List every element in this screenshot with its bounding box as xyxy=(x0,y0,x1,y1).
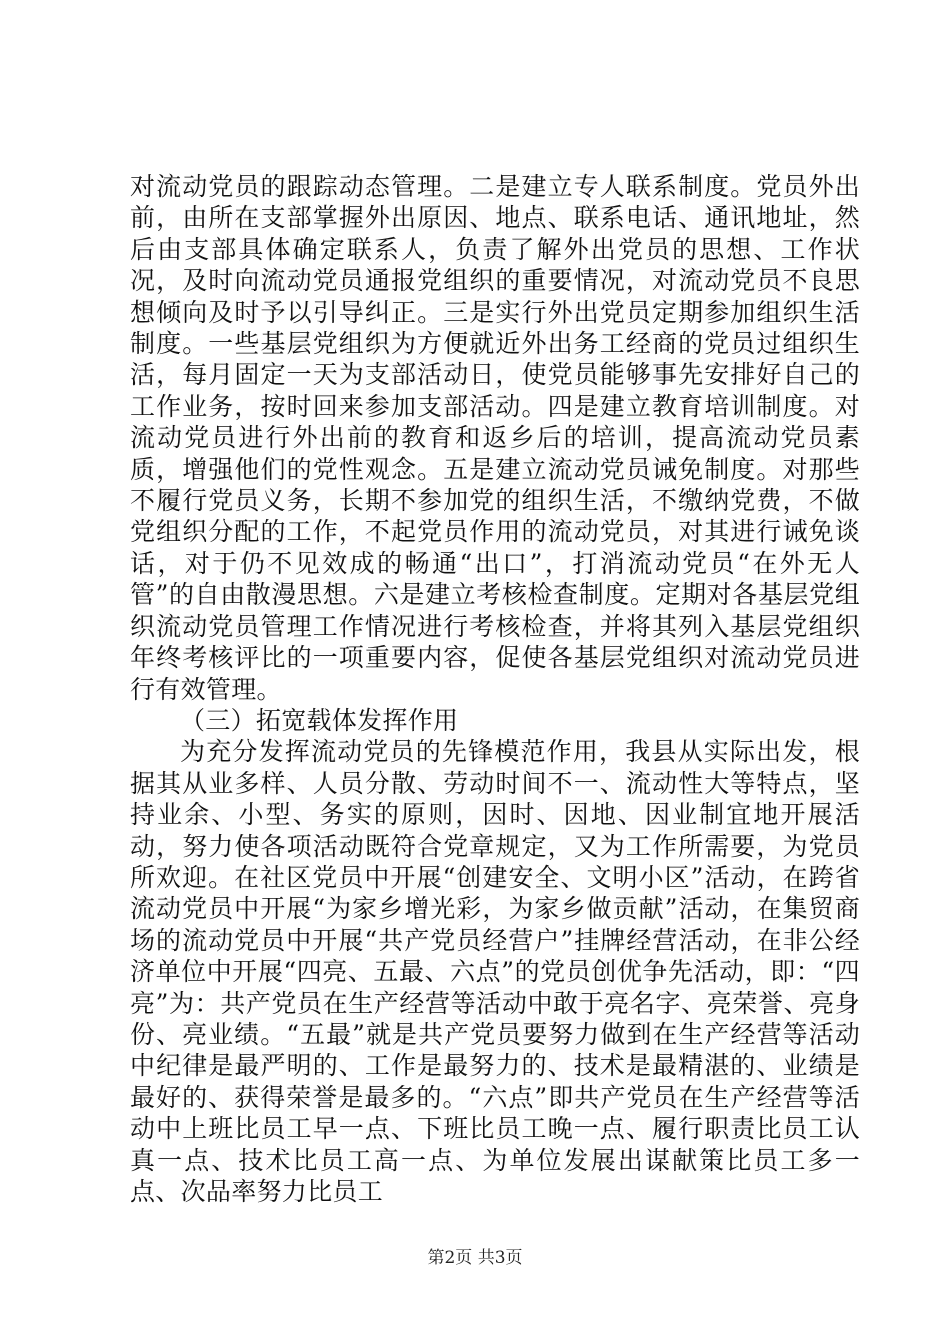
page-footer: 第2页 共3页 xyxy=(427,1248,523,1268)
paragraph-continuation: 对流动党员的跟踪动态管理。二是建立专人联系制度。党员外出前，由所在支部掌握外出原因、地点、联系电话、通讯地址，然后由支部具体确定联系人，负责了解外出党员的思想、工作状况，及时向流动党员通报党组织的重要情况，对流动党员不良思想倾向及时予以引导纠正。三是实行外出党员定期参加组织生活制度。一些基层党组织为方便就近外出务工经商的党员过组织生活，每月固定一天为支部活动日，使党员能够事先安排好自己的工作业务，按时回来参加支部活动。四是建立教育培训制度。对流动党员进行外出前的教育和返乡后的培训，提高流动党员素质，增强他们的党性观念。五是建立流动党员诫免制度。对那些不履行党员义务，长期不参加党的组织生活，不缴纳党费，不做党组织分配的工作，不起党员作用的流动党员，对其进行诫免谈话，对于仍不见效成的畅通“出口”，打消流动党员“在外无人管”的自由散漫思想。六是建立考核检查制度。定期对各基层党组织流动党员管理工作情况进行考核检查，并将其列入基层党组织年终考核评比的一项重要内容，促使各基层党组织对流动党员进行有效管理。 xyxy=(130,172,860,704)
section-heading: （三）拓宽载体发挥作用 xyxy=(180,705,459,735)
document-body xyxy=(130,171,860,1207)
paragraph-body: 为充分发挥流动党员的先锋模范作用，我县从实际出发，根据其从业多样、人员分散、劳动时间不一、流动性大等特点，坚持业余、小型、务实的原则，因时、因地、因业制宜地开展活动，努力使各项活动既符合党章规定，又为工作所需要，为党员所欢迎。在社区党员中开展“创建安全、文明小区”活动，在跨省流动党员中开展“为家乡增光彩，为家乡做贡献”活动，在集贸商场的流动党员中开展“共产党员经营户”挂牌经营活动，在非公经济单位中开展“四亮、五最、六点”的党员创优争先活动，即：“四亮”为：共产党员在生产经营等活动中敢于亮名字、亮荣誉、亮身份、亮业绩。“五最”就是共产党员要努力做到在生产经营等活动中纪律是最严明的、工作是最努力的、技术是最精湛的、业绩是最好的、获得荣誉是最多的。“六点”即共产党员在生产经营等活动中上班比员工早一点、下班比员工晚一点、履行职责比员工认真一点、技术比员工高一点、为单位发展出谋献策比员工多一点、次品率努力比员工 xyxy=(130,737,860,1206)
